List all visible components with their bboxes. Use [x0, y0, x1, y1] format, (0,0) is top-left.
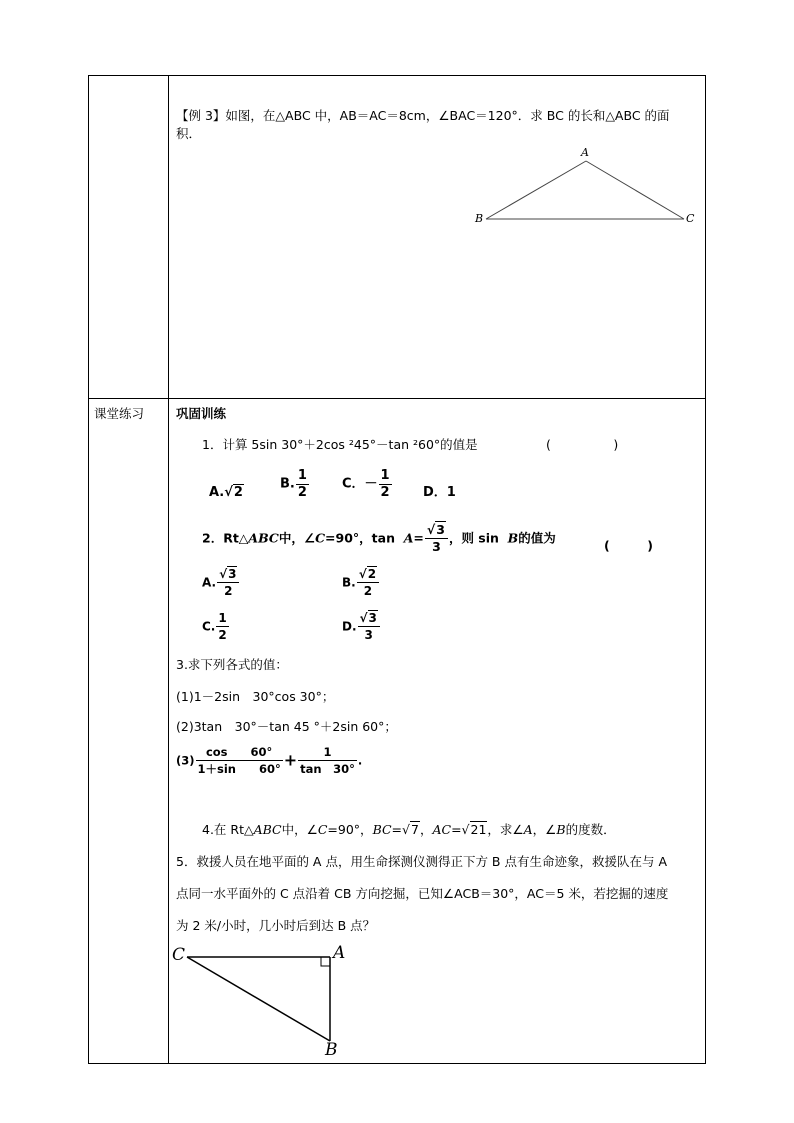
example3-line2: 积．	[176, 126, 202, 141]
fig2-label-c: C	[172, 945, 186, 965]
q1-option-c: C．－ $\frac{1}{2}$	[342, 468, 390, 500]
row-divider	[88, 398, 706, 399]
q2-paren: ( )	[604, 538, 653, 553]
q5-line3: 为 2 米/小时，几小时后到达 B 点？	[176, 918, 376, 933]
fig2-label-a: A	[333, 943, 346, 963]
q5-line1: 5．救援人员在地平面的 A 点，用生命探测仪测得正下方 B 点有生命迹象，救援队在与 A	[176, 854, 667, 869]
q2-stem: 2．Rt△ABC中，∠C=90°，tan A= $\frac{√3}{3}$ ，则 sin B的值为	[202, 522, 556, 554]
q1-option-b: B. $\frac{1}{2}$	[280, 468, 307, 500]
triangle-abc-figure	[470, 140, 710, 235]
q2-option-c: C. $\frac{1}{2}$	[202, 611, 227, 642]
fig2-label-b: B	[325, 1040, 338, 1060]
q3-part3: (3) $\frac{\cos 60^\circ}{1+\sin 60^\circ}$ + $\frac{1}{\tan 30^\circ}$ .	[176, 745, 363, 776]
q2-option-d: D. $\frac{√3}{3}$	[342, 610, 381, 643]
q3-part1: (1)1－2sin 30°cos 30°；	[176, 689, 335, 704]
q1-option-a: A.√2	[209, 485, 243, 500]
q1-paren: ( )	[546, 437, 619, 452]
q2-option-b: B. $\frac{√2}{2}$	[342, 566, 380, 599]
q5-line2: 点同一水平面外的 C 点沿着 CB 方向挖掘，已知∠ACB＝30°，AC＝5 米，若挖掘的速度	[176, 886, 669, 901]
q2-option-a: A. $\frac{√3}{2}$	[202, 566, 240, 599]
fig1-label-c: C	[686, 212, 695, 225]
right-triangle-figure	[170, 945, 350, 1055]
q1-option-d: D．1	[423, 485, 456, 500]
example3-line1: 【例 3】如图，在△ABC 中，AB＝AC＝8cm，∠BAC＝120°．求 BC 的长和△ABC 的面	[176, 108, 670, 123]
fig1-label-b: B	[475, 212, 484, 225]
q3-part2: (2)3tan 30°－tan 45 °＋2sin 60°；	[176, 719, 397, 734]
q4-stem: 4.在 Rt△ABC中，∠C=90°，BC=√7，AC=√21，求∠A，∠B的度数．	[202, 822, 616, 837]
column-divider	[168, 75, 169, 1064]
q1-stem: 1．计算 5sin 30°＋2cos ²45°－tan ²60°的值是	[202, 437, 478, 452]
section-heading: 巩固训练	[176, 406, 227, 421]
q3-stem: 3.求下列各式的值：	[176, 657, 288, 672]
section-label: 课堂练习	[94, 406, 145, 421]
fig1-label-a: A	[581, 146, 589, 159]
